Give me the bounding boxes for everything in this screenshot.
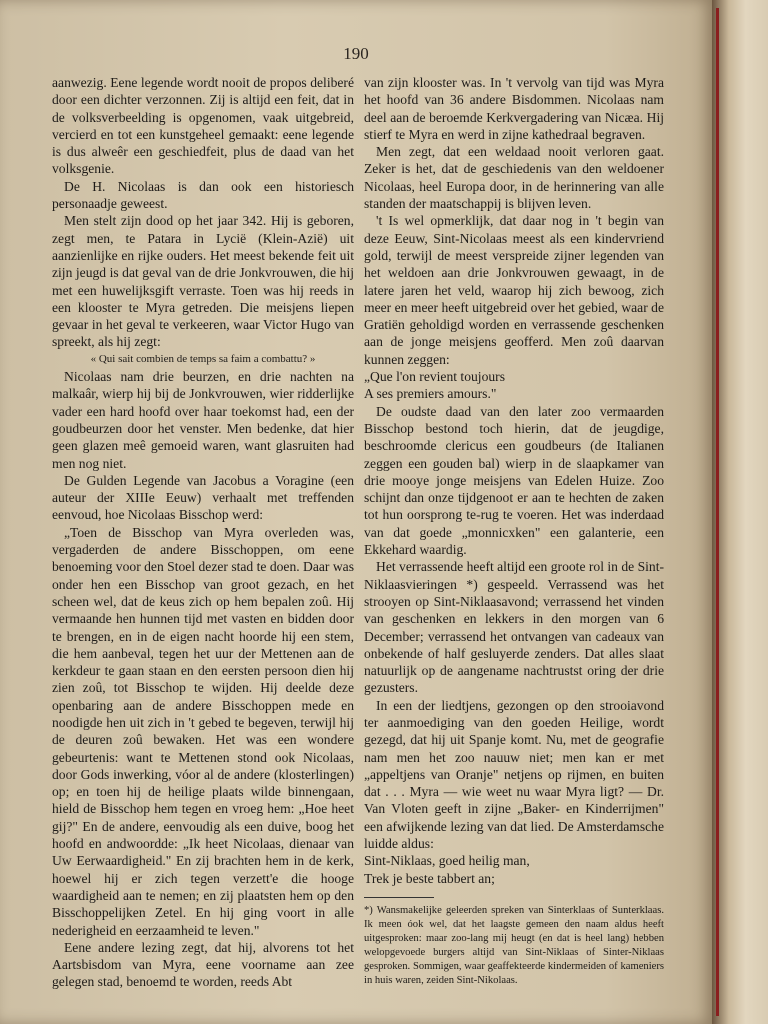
left-column [52,74,354,991]
paragraph: De H. Nicolaas is dan ook een historiesch personaadje geweest. [52,178,354,212]
verse-line: Sint-Niklaas, goed heilig man, [364,853,530,869]
footnote: *) Wansmakelijke geleerden spreken van Sinterklaas of Sunterklaas. Ik meen óok wel, dat het laagste gemeen den naam aldus heeft uitgesproken: maar zoo-lang mij heugt (en dat is heel lang) hebben welopgevoede burgers altijd van Sint-Niklaas of Sinter-Niklaas gesproken. Sommigen, waar geaffekteerde kindermeiden of kameniers in huis waren, zeiden Sint-Nikolaas. [364,904,664,986]
paragraph: Het verrassende heeft altijd een groote rol in de Sint-Niklaasvieringen *) gespeeld. Verrassend was het strooyen op Sint-Niklaasavond; verrassend het vinden van geschenken en lekkers in den morgen van 6 December; verrassend het ontvangen van cadeaux van onbekende of half gesluyerde zenders. Dat alles slaat natuurlijk op de aangename nachtrustst oring der drie gezusters. [364,559,665,696]
paragraph: De oudste daad van den later zoo vermaarden Bisschop bestond toch hierin, dat de jeugdige, beschroomde clericus een goudbeurs (de Italianen zeggen een gouden bal) wierp in de slaapkamer van drie mooye jonge meisjens van Edelen Huize. Zoo schijnt dan onze tijdgenoot er aan te hechten de zaken tot hun oorsprong te-rug te voeren. Het was inderdaad van dat goede „monnicxken" een galanterie, een Ekkehard waardig. [364,403,664,558]
verse-line: „Que l'on revient toujours [364,369,505,385]
french-quote: « Qui sait combien de temps sa faim a combattu? » [90,352,316,365]
paragraph: 't Is wel opmerklijk, dat daar nog in 't begin van deze Eeuw, Sint-Nicolaas meest als een kindervriend gold, terwijl de meest verspreide zijner legenden van het weldoen aan drie Jonkvrouwen gewaagt, in de latere jaren het veld, waarop hij zich bewoog, zich meer en meer heeft uitgebreid over het gebied, waar de Gratiën geholdigd worden en verrassende geschenken aan de jonge meisjens geofferd. Men zoû daarvan kunnen zeggen: [364,213,664,367]
paragraph: In een der liedtjens, gezongen op den strooiavond ter aanmoediging van den goeden Heilige, wordt gezegd, dat hij uit Spanje komt. Nu, met de geografie nam men het zoo nauuw niet; men kan er met „appeltjens van Oranje" netjens op rijmen, en buiten dat . . . Myra — wie weet nu waar Myra ligt? — Dr. Van Vloten geeft in zijne „Baker- en Kinderrijmen" een afwijkende lezing van dat lied. De Amsterdamsche luidde aldus: [364,697,664,852]
paragraph: aanwezig. Eene legende wordt nooit de propos deliberé door een dichter verzonnen. Zij is altijd een feit, dat in de volksverbeelding is opgenomen, vaak uitgebreid, vercierd en tot een kunstgeheel gemaakt: eene legende is dus alweêr een geschiedfeit, plus de daad van het volksgenie. [52,75,354,177]
paragraph: Eene andere lezing zegt, dat hij, alvorens tot het Aartsbisdom van Myra, eene voorname aan zee gelegen stad, benoemd te worden, reeds Abt [52,939,354,990]
paragraph: Nicolaas nam drie beurzen, en drie nachten na malkaâr, wierp hij bij de Jonkvrouwen, wier ridderlijke vader een hard hoofd over haar toekomst had, een der goudbeurzen door het venster. Men bedenke, dat hier geen glazen meê gemoeid waren, want glasruiten had men nog niet. [52,369,354,471]
paragraph: Men stelt zijn dood op het jaar 342. Hij is geboren, zegt men, te Patara in Lycië (Klein-Azië) uit aanzienlijke en rijke ouders. Het meest bekende feit uit zijn jeugd is dat geval van de drie Jonkvrouwen, die hij met een huwelijksgift verraste. Toen was hij reeds in een klooster te Myra getreden. Die meisjens liepen gevaar in het geval te verkeeren, waar Victor Hugo van spreekt, als hij zegt: [52,213,354,350]
page-edge [716,8,719,1016]
paragraph: „Toen de Bisschop van Myra overleden was, vergaderden de andere Bisschoppen, om eene benoeming voor den Stoel dezer stad te doen. Daar was onder hen een Bisschop van groot gezach, en het scheen wel, dat de keus zich op hem bepalen zoû. Hij vermaande hen hunnen tijd met vasten en bidden door te brengen, en in de eigen nacht hoorde hij een stem, die hem aanbeval, tegen het uur der Mettenen aan de kerkdeur te gaan staan en den eersten persoon dien hij zien zoû, tot Bisschop te wijden. Hij deelde deze openbaring aan de andere Bisschoppen mede en noodigde hen uit zich in 't gebed te begeven, terwijl hij de deuren zoû bewaken. Het was een wondere gebeurtenis: want te Mettenen stond ook Nicolaas, door Gods inwerking, vóor al de andere (klosterlingen) op; en toen hij de heilige plaats wilde binnengaan, hield de Bisschop hem tegen en vroeg hem: „Hoe heet gij?" En de andere, eenvoudig als een duive, boog het hoofd en andwoordde: „Ik heet Nicolaas, dienaar van Uw Eerwaardigheid." En zij brachten hem in de kerk, hoewel hij er zich tegen verzett'e die hooge waardigheid aan te nemen; en zij plaatsten hem op den Bisschoppelijken Zetel. En hij ging voort in alle nederigheid en eerzaamheid te leven." [52,524,354,938]
verse-line: A ses premiers amours." [364,386,497,402]
verse-line: Trek je beste tabbert an; [364,870,495,886]
footnote-rule [364,897,434,898]
paragraph: Men zegt, dat een weldaad nooit verloren gaat. Zeker is het, dat de geschiedenis van den weldoener Nicolaas, heel Europa door, in de herinnering van alle standen der maatschappij is blijven leven. [364,144,664,212]
paragraph: De Gulden Legende van Jacobus a Voragine (een auteur der XIIIe Eeuw) verhaalt met treffenden eenvoud, hoe Nicolaas Bisschop werd: [52,472,354,523]
right-column [364,74,664,988]
paragraph: van zijn klooster was. In 't vervolg van tijd was Myra het hoofd van 36 andere Bisdommen. Nicolaas nam deel aan de beroemde Kerkvergadering van Nicæa. Hij stierf te Myra en werd in zijne kathedraal begraven. [364,75,664,142]
page-number: 190 [343,44,369,63]
book-spine [712,0,768,1024]
